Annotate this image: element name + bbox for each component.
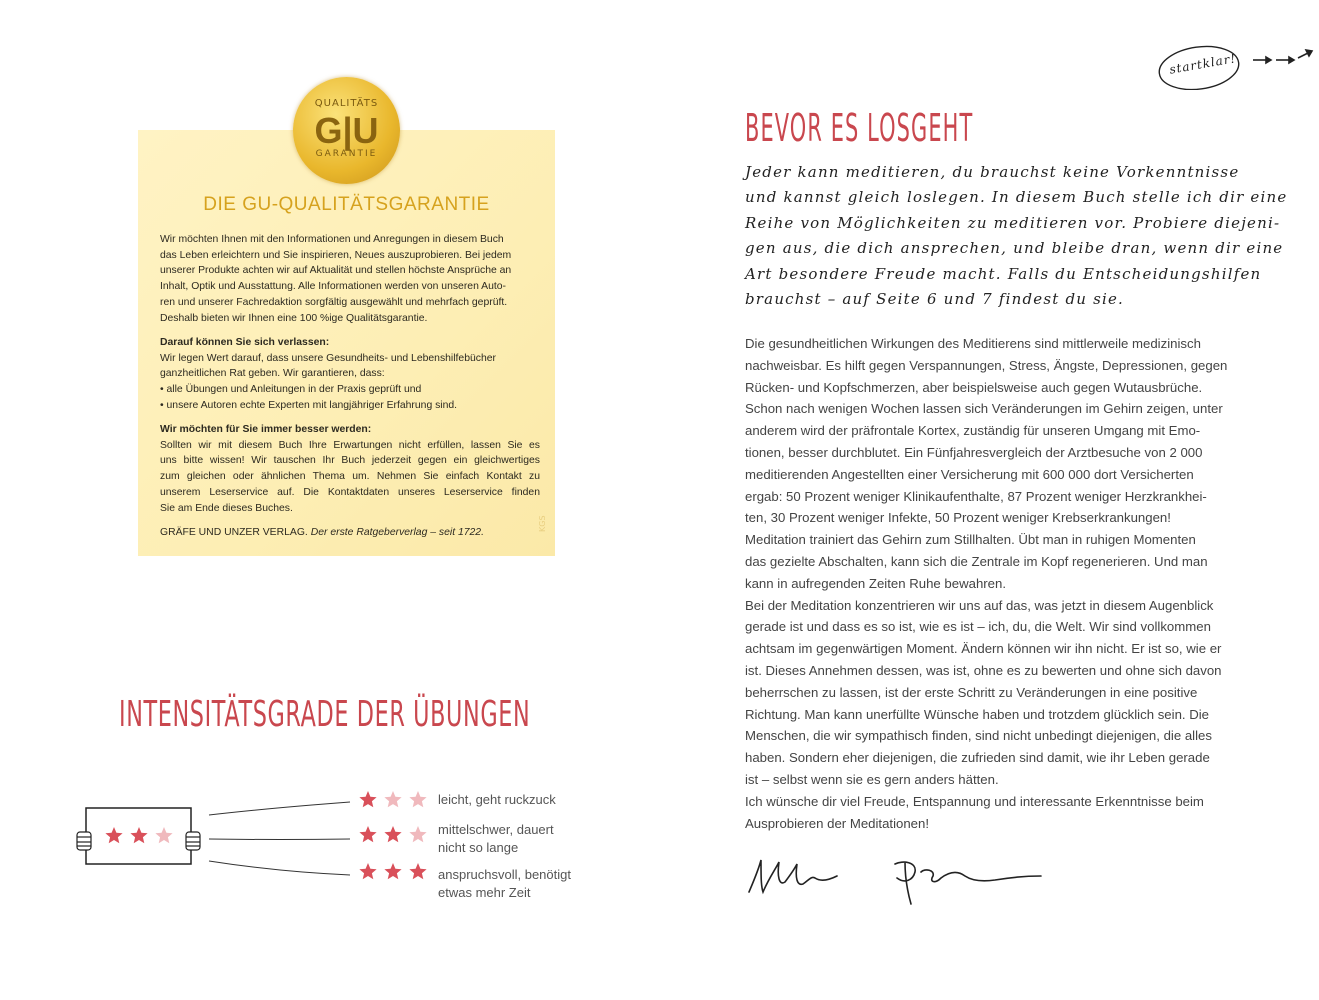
arrows-icon (1250, 46, 1315, 68)
body-text (745, 333, 1227, 834)
gu-quality-seal-logo (293, 77, 400, 184)
left-hand-icon (77, 832, 91, 850)
star-empty-icon (155, 827, 172, 843)
text-line: Wir möchten Ihnen mit den Informationen und Anregungen in diesem Buch (160, 234, 504, 245)
publisher-name: GRÄFE UND UNZER VERLAG. (160, 527, 308, 538)
level-label-line: leicht, geht ruckzuck (438, 792, 556, 807)
level-1-label (438, 791, 556, 809)
text-line: haben. Sondern eher diejenigen, die zufrieden sind damit, wie ihr Leben gerade (745, 750, 1210, 766)
text-line: Wir legen Wert darauf, dass unsere Gesundheits- und Lebenshilfebücher (160, 352, 496, 364)
star-filled-icon (105, 827, 122, 843)
text-line: brauchst – auf Seite 6 und 7 findest du sie. (745, 290, 1125, 309)
seal-top-text: QUALITÄTS (314, 98, 379, 109)
seal-logo-text: G|U (314, 110, 379, 151)
text-line: Ich wünsche dir viel Freude, Entspannung und interessante Erkenntnisse beim (745, 793, 1204, 809)
text-line: unserer Produkte achten wir auf Aktualität und stellen höchste Ansprüche an (160, 265, 512, 277)
star-filled-icon (359, 791, 376, 807)
badge-text: startklar! (1168, 51, 1238, 77)
legend-stars (355, 788, 430, 888)
text-line: unserem Leserservice auf. Die Kontaktdaten unseres Leserservice finden (160, 486, 540, 498)
connector-line (209, 802, 350, 815)
connector-line (209, 861, 350, 875)
intensity-sign-illustration (70, 790, 370, 890)
text-line: Menschen, die wir sympathisch finden, sind nicht unbedingt diejenigen, die alles (745, 728, 1212, 744)
text-line: beherrschen zu lassen, ist der erste Schritt zu Veränderungen in eine positive (745, 684, 1198, 700)
publisher-tagline: Der erste Ratgeberverlag – seit 1722. (310, 527, 484, 538)
level-label-line: nicht so lange (438, 840, 519, 855)
guarantee-title: DIE GU-QUALITÄTSGARANTIE (203, 194, 490, 215)
guarantee-paragraph-2 (160, 351, 540, 414)
text-line: Bei der Meditation konzentrieren wir uns auf das, was jetzt in diesem Augenblick (745, 597, 1214, 613)
level-label-line: etwas mehr Zeit (438, 885, 531, 900)
star-filled-icon (359, 826, 376, 842)
guarantee-section-2 (160, 335, 540, 414)
text-line: tionen, besser durchblutet. Ein Fünfjahresvergleich der Arztbesuche von 2 000 (745, 444, 1203, 460)
text-line: gen aus, die dich ansprechen, und bleibe dran, wenn dir eine (745, 239, 1284, 258)
text-line: • alle Übungen und Anleitungen in der Praxis geprüft und (160, 384, 422, 396)
text-line: uns bitte wissen! Wir tauschen Ihr Buch jederzeit gegen ein gleichwertiges (160, 455, 540, 467)
star-filled-icon (384, 863, 401, 879)
guarantee-heading-3: Wir möchten für Sie immer besser werden: (160, 424, 372, 435)
text-line: anderem wird der präfrontale Kortex, zuständig für unseren Umgang mit Emo- (745, 423, 1201, 439)
star-filled-icon (409, 863, 426, 879)
star-empty-icon (384, 791, 401, 807)
guarantee-paragraph-1 (160, 232, 540, 326)
text-line: Inhalt, Optik und Ausstattung. Alle Informationen werden von unseren Auto- (160, 281, 506, 293)
level-label-line: mittelschwer, dauert (438, 822, 554, 837)
guarantee-section-3 (160, 422, 540, 516)
text-line: zum gleichen oder ähnlichen Thema um. Nehmen Sie einfach Kontakt zu (160, 471, 540, 483)
right-hand-icon (186, 832, 200, 850)
text-line: Sie am Ende dieses Buches. (160, 502, 293, 514)
publisher-line (160, 525, 540, 541)
text-line: ten, 30 Prozent weniger Infekte, 50 Prozent weniger Krebserkrankungen! (745, 510, 1171, 526)
text-line: ergab: 50 Prozent weniger Klinikaufenthalte, 87 Prozent weniger Herzkrankhei- (745, 488, 1207, 504)
text-line: meditierenden Angestellten einer Versicherung mit 600 000 dort Versicherten (745, 466, 1194, 482)
text-line: das Leben erleichtern und Sie inspirieren, Neues auszuprobieren. Bei jedem (160, 249, 512, 261)
text-line: Richtung. Man kann unerfüllte Wünsche haben und trotzdem glücklich sein. Die (745, 706, 1210, 722)
star-filled-icon (130, 827, 147, 843)
text-line: Jeder kann meditieren, du brauchst keine Vorkenntnisse (745, 163, 1240, 181)
text-line: und kannst gleich loslegen. In diesem Buch stelle ich dir eine (745, 188, 1288, 207)
author-signature (745, 848, 1045, 908)
text-line: • unsere Autoren echte Experten mit langjähriger Erfahrung sind. (160, 399, 458, 411)
text-line: Ausprobieren der Meditationen! (745, 815, 930, 831)
text-line: ren und unserer Fachredaktion sorgfältig ausgewählt und mehrfach geprüft. (160, 296, 508, 308)
intensity-title: INTENSITÄTSGRADE DER ÜBUNGEN (119, 694, 531, 735)
connector-line (209, 839, 350, 840)
star-filled-icon (384, 826, 401, 842)
text-line: Deshalb bieten wir Ihnen eine 100 %ige Qualitätsgarantie. (160, 312, 428, 324)
text-line: Die gesundheitlichen Wirkungen des Meditierens sind mittlerweile medizinisch (745, 336, 1201, 351)
startklar-badge (1157, 44, 1241, 90)
star-empty-icon (409, 826, 426, 842)
text-line: nachweisbar. Es hilft gegen Verspannungen, Stress, Ängste, Depressionen, gegen (745, 357, 1228, 373)
box-code: KGS (538, 515, 547, 532)
seal-bottom-text: GARANTIE (315, 149, 378, 159)
text-line: Sollten wir mit diesem Buch Ihre Erwartungen nicht erfüllen, lassen Sie es (160, 439, 540, 451)
guarantee-paragraph-3 (160, 438, 540, 517)
star-filled-icon (359, 863, 376, 879)
text-line: ist – selbst wenn sie es gern anders hätten. (745, 771, 999, 787)
text-line: ganzheitlichen Rat geben. Wir garantieren, dass: (160, 368, 385, 380)
text-line: Meditation trainiert das Gehirn zum Stillhalten. Übt man in ruhigen Momenten (745, 532, 1196, 548)
text-line: das gezielte Abschalten, kann sich die Zentrale im Kopf regenerieren. Und man (745, 553, 1208, 569)
text-line: Schon nach wenigen Wochen lassen sich Veränderungen im Gehirn zeigen, unter (745, 401, 1223, 417)
text-line: Reihe von Möglichkeiten zu meditieren vor. Probiere diejeni- (745, 213, 1281, 232)
text-line: Rücken- und Kopfschmerzen, aber beispielsweise auch gegen Wutausbrüche. (745, 379, 1203, 395)
page-title: BEVOR ES LOSGEHT (745, 106, 974, 150)
text-line: ist. Dieses Annehmen dessen, was ist, ohne es zu bewerten und ohne sich davon (745, 662, 1222, 678)
intro-handwritten (745, 160, 1287, 312)
level-3-label (438, 866, 571, 902)
level-label-line: anspruchsvoll, benötigt (438, 867, 571, 882)
star-empty-icon (409, 791, 426, 807)
guarantee-heading-2: Darauf können Sie sich verlassen: (160, 337, 330, 348)
text-line: achtsam im gegenwärtigen Moment. Ändern können wir ihn nicht. Er ist so, wie er (745, 641, 1222, 657)
text-line: Art besondere Freude macht. Falls du Entscheidungshilfen (745, 264, 1262, 283)
text-line: kann in aufregenden Zeiten Ruhe bewahren. (745, 575, 1007, 591)
text-line: gerade ist und dass es so ist, wie es ist – ich, du, die Welt. Wir sind vollkommen (745, 619, 1211, 635)
level-2-label (438, 821, 554, 857)
